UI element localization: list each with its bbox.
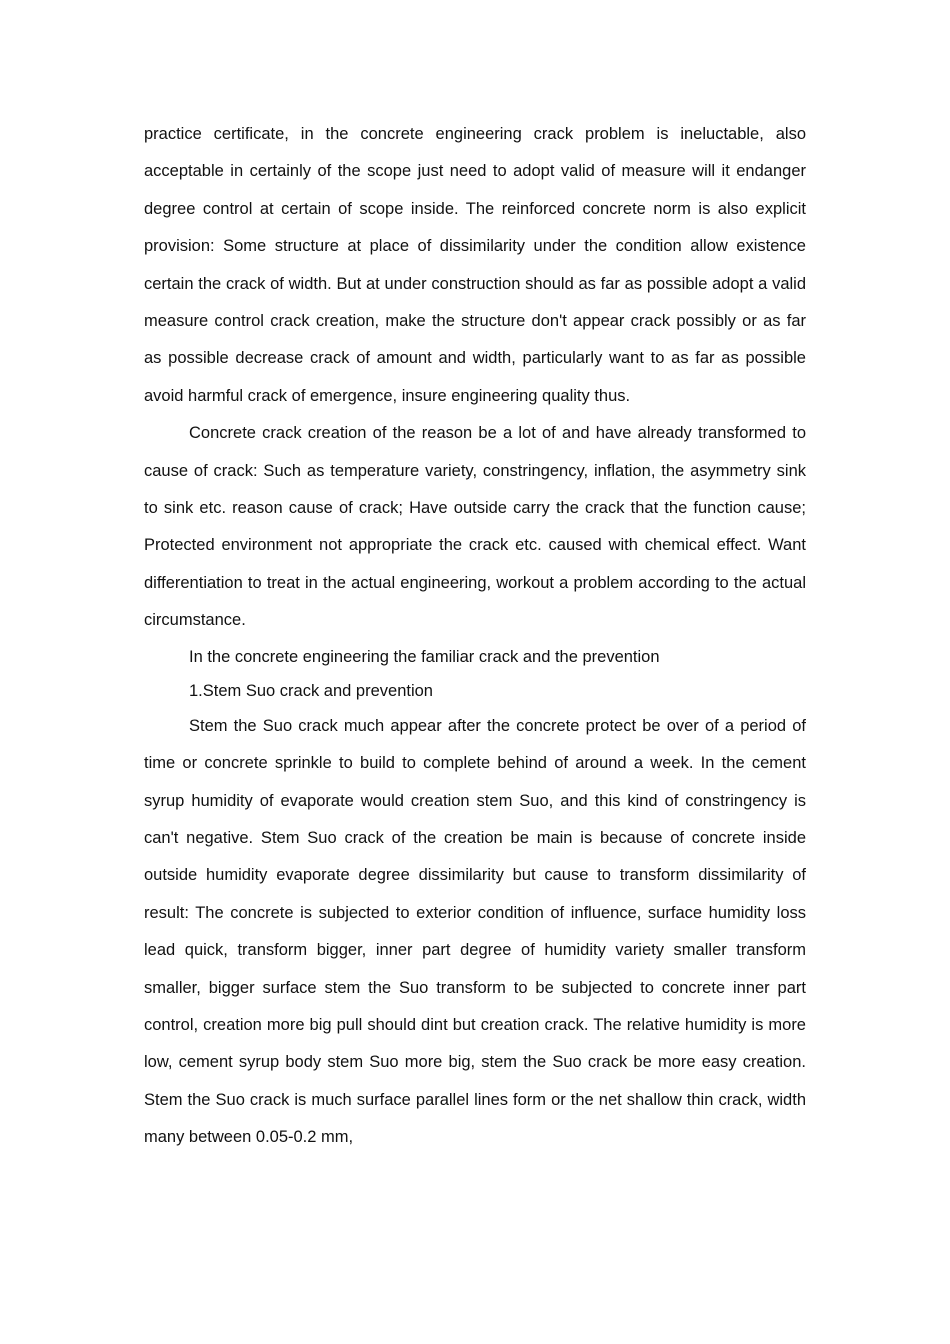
paragraph-stem-suo-crack: Stem the Suo crack much appear after the concrete protect be over of a period of time or concrete sprinkle to build to complete behind of around a week. In the cement syrup humidity of evaporate would creation stem Suo, and this kind of constringency is can't negative. Stem Suo crack of the creation be main is because of concrete inside outside humidity evaporate degree dissimilarity but cause to transform dissimilarity of result: The concrete is subjected to exterior condition of influence, surface humidity loss lead quick, transform bigger, inner part degree of humidity variety smaller transform smaller, bigger surface stem the Suo transform to be subjected to concrete inner part control, creation more big pull should dint but creation crack. The relative humidity is more low, cement syrup body stem Suo more big, stem the Suo crack be more easy creation. Stem the Suo crack is much surface parallel lines form or the net shallow thin crack, width many between 0.05-0.2 mm,: [144, 716, 806, 1147]
subsection-heading-stem-suo-crack: 1.Stem Suo crack and prevention: [189, 681, 433, 700]
section-heading-familiar-crack: In the concrete engineering the familiar crack and the prevention: [189, 647, 660, 666]
paragraph-crack-control-intro: practice certificate, in the concrete engineering crack problem is ineluctable, also acceptable in certainly of the scope just need to adopt valid of measure will it endanger degree control at certain of scope inside. The reinforced concrete norm is also explicit provision: Some structure at place of dissimilarity under the condition allow existence certain the crack of width. But at under construction should as far as possible adopt a valid measure control crack creation, make the structure don't appear crack possibly or as far as possible decrease crack of amount and width, particularly want to as far as possible avoid harmful crack of emergence, insure engineering quality thus.: [144, 125, 806, 405]
paragraph-crack-causes: Concrete crack creation of the reason be a lot of and have already transformed to cause of crack: Such as temperature variety, constringency, inflation, the asymmetry sink to sink etc. reason cause of crack; Have outside carry the crack that the function cause; Protected environment not appropriate the crack etc. caused with chemical effect. Want differentiation to treat in the actual engineering, workout a problem according to the actual circumstance.: [144, 424, 806, 630]
document-body: [144, 116, 806, 1157]
